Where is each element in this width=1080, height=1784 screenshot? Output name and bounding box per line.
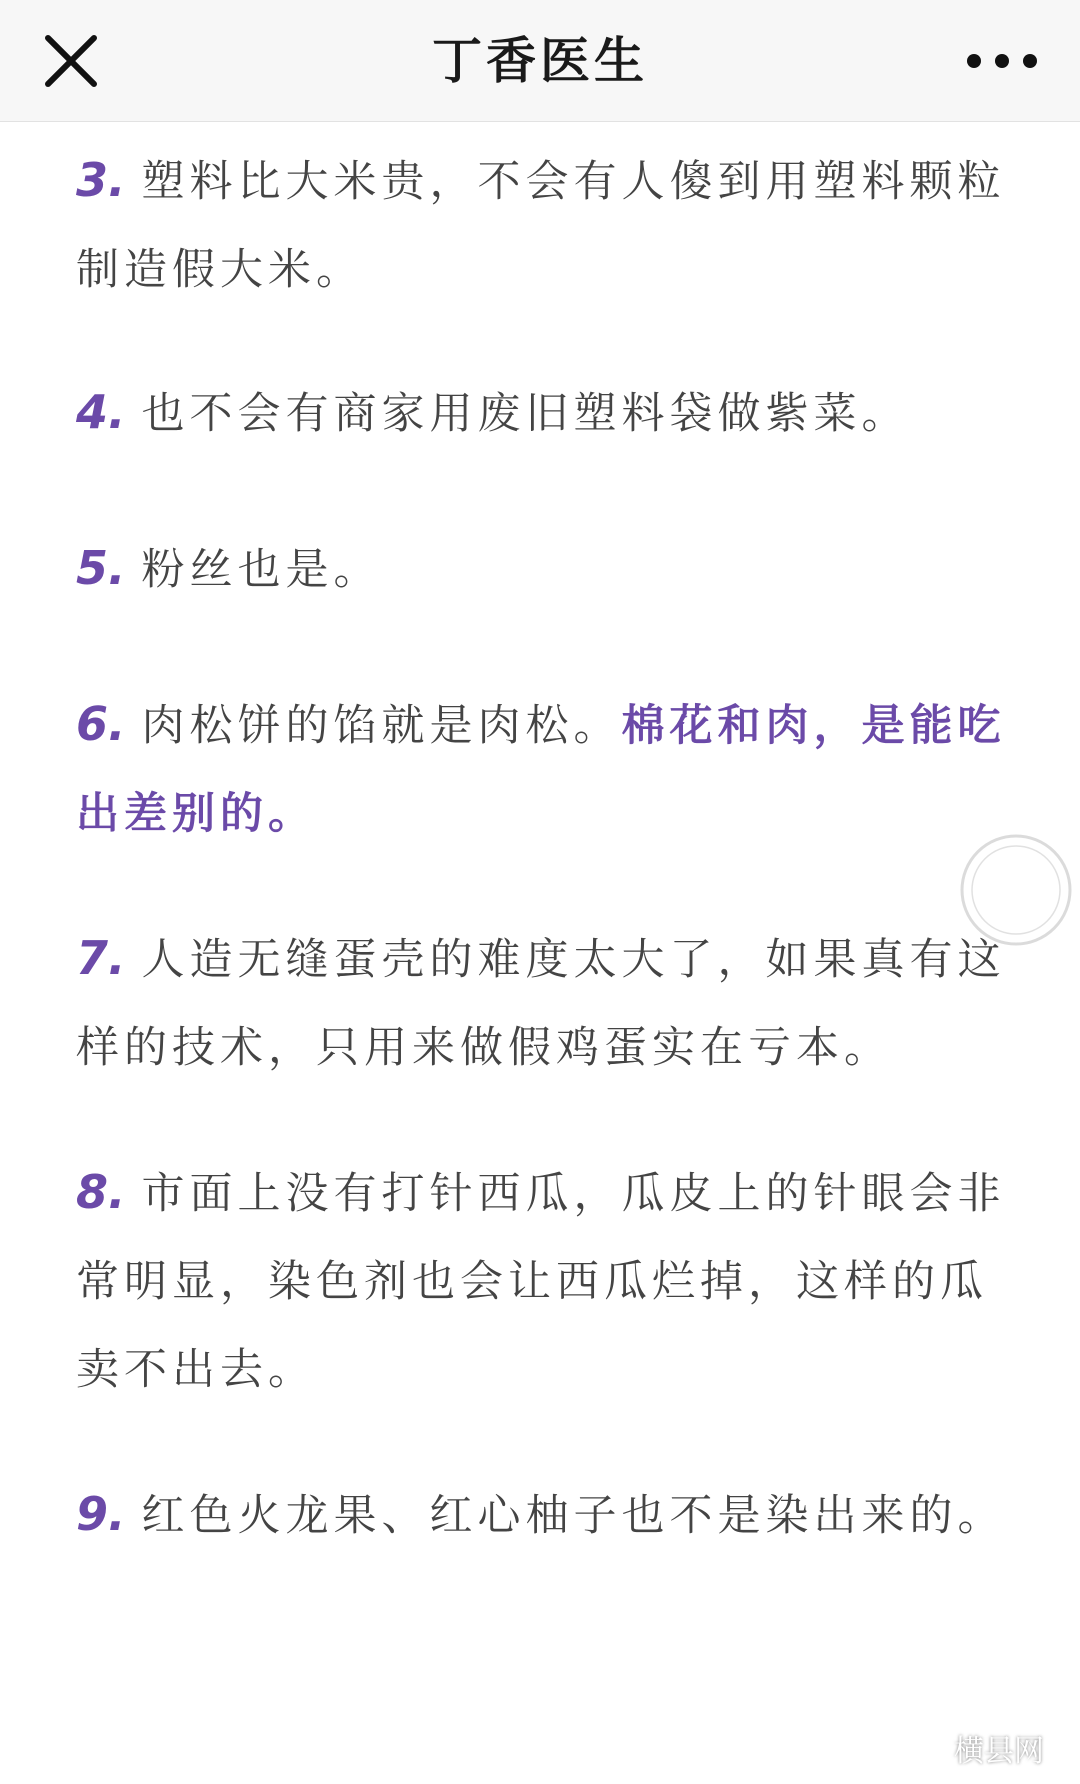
wechat-icon	[906, 1731, 946, 1765]
item-number: 9.	[76, 1487, 126, 1541]
item-text: 市面上没有打针西瓜，瓜皮上的针眼会非常明显，染色剂也会让西瓜烂掉，这样的瓜卖不出去。	[76, 1169, 1006, 1395]
item-number: 8.	[76, 1165, 126, 1219]
item-text: 肉松饼的馅就是肉松。	[141, 701, 622, 751]
item-number: 4.	[76, 385, 126, 439]
list-item	[76, 136, 1006, 314]
item-text: 也不会有商家用废旧塑料袋做紫菜。	[141, 389, 910, 439]
item-text: 粉丝也是。	[141, 545, 382, 595]
item-number: 7.	[76, 931, 126, 985]
item-text: 红色火龙果、红心柚子也不是染出来的。	[141, 1491, 1006, 1541]
watermark-label: 横县网	[954, 1734, 1044, 1769]
list-item	[76, 914, 1006, 1092]
close-icon[interactable]	[40, 30, 102, 92]
list-item	[76, 524, 1006, 614]
footer-watermark	[906, 1726, 1044, 1770]
more-dots-icon[interactable]	[962, 40, 1042, 82]
list-item	[76, 680, 1006, 858]
item-text: 人造无缝蛋壳的难度太大了，如果真有这样的技术，只用来做假鸡蛋实在亏本。	[76, 935, 1006, 1073]
list-item	[76, 1470, 1006, 1560]
top-navbar	[0, 0, 1080, 122]
item-number: 3.	[76, 153, 126, 207]
list-item	[76, 368, 1006, 458]
item-number: 6.	[76, 697, 126, 751]
list-item	[76, 1148, 1006, 1414]
page-title: 丁香医生	[432, 32, 648, 90]
item-text: 塑料比大米贵，不会有人傻到用塑料颗粒制造假大米。	[76, 157, 1006, 295]
item-number: 5.	[76, 541, 126, 595]
item-highlight: 棉花和肉，是能吃出差别的。	[76, 701, 1006, 839]
watermark-stamp-icon	[956, 830, 1076, 950]
